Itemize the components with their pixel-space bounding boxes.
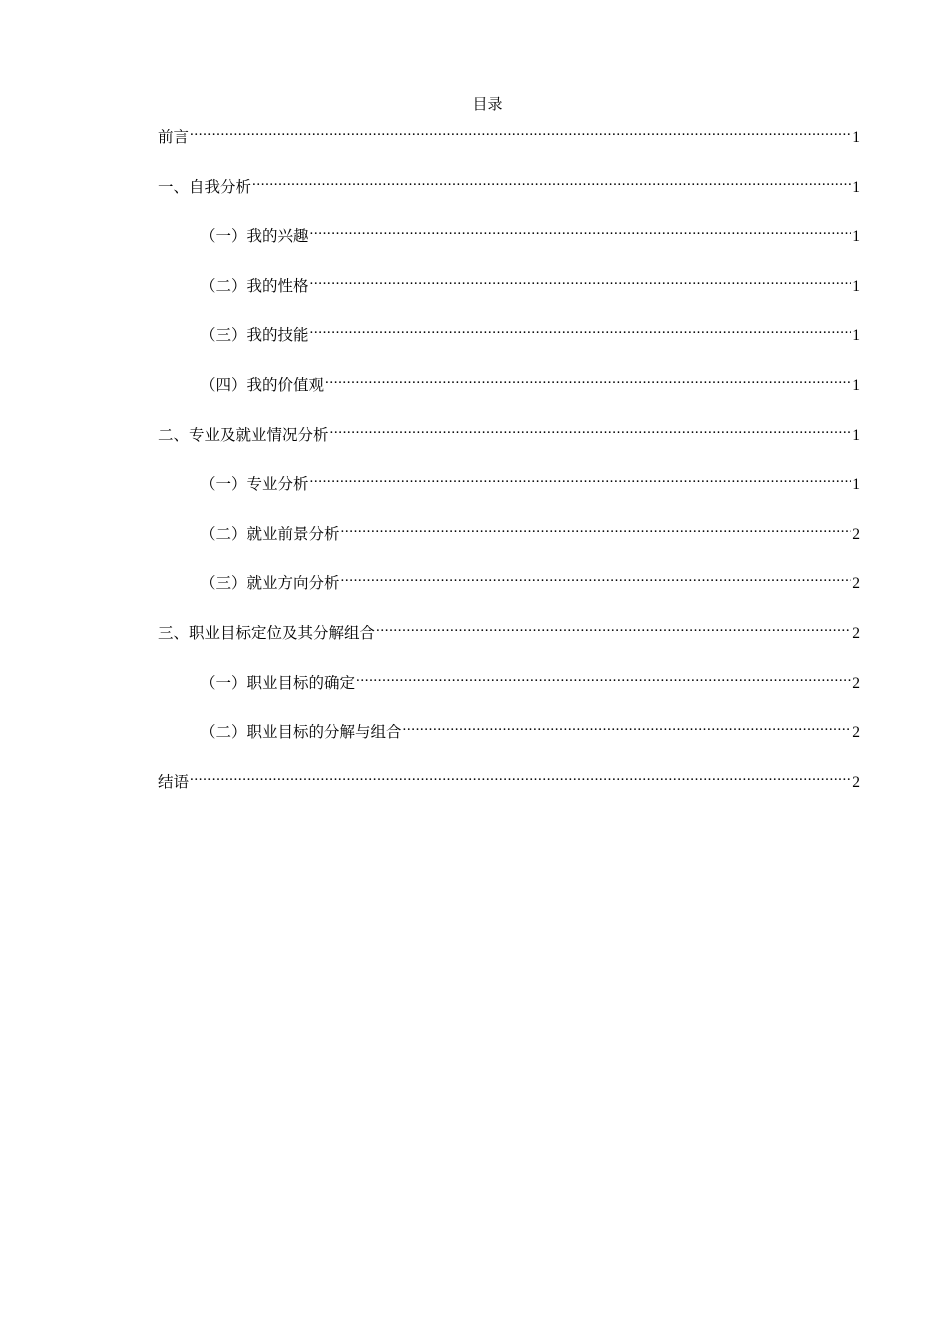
toc-entry[interactable] [158, 715, 860, 765]
toc-dot-leader [310, 318, 852, 340]
toc-dot-leader [190, 120, 851, 142]
toc-entry[interactable] [158, 368, 860, 418]
toc-entry-page: 2 [852, 575, 860, 593]
toc-dot-leader [252, 170, 851, 192]
toc-dot-leader [190, 765, 851, 787]
toc-entry-page: 2 [852, 674, 860, 692]
toc-entry-label: 三、职业目标定位及其分解组合 [158, 623, 376, 642]
toc-dot-leader [403, 715, 852, 737]
toc-entry-page: 1 [852, 129, 860, 146]
toc-dot-leader [330, 418, 852, 440]
toc-dot-leader [325, 368, 851, 390]
toc-entry-label: （三）我的技能 [200, 326, 309, 345]
toc-entry[interactable] [158, 219, 860, 269]
toc-entry-label: （一）专业分析 [200, 475, 309, 494]
toc-entry[interactable] [158, 170, 860, 220]
toc-entry[interactable] [158, 120, 860, 170]
table-of-contents [158, 120, 860, 814]
toc-entry-page: 2 [852, 724, 860, 742]
toc-entry-page: 1 [852, 476, 860, 494]
toc-title: 目录 [472, 95, 503, 113]
toc-entry-page: 1 [852, 327, 860, 345]
toc-entry-page: 2 [852, 773, 860, 791]
toc-entry[interactable] [158, 566, 860, 616]
toc-entry-page: 1 [852, 426, 860, 444]
toc-entry-page: 1 [852, 376, 860, 394]
toc-entry[interactable] [158, 318, 860, 368]
toc-dot-leader [341, 517, 852, 539]
toc-entry[interactable] [158, 418, 860, 468]
toc-dot-leader [310, 467, 852, 489]
toc-entry-label: （二）就业前景分析 [200, 524, 340, 543]
toc-entry[interactable] [158, 765, 860, 815]
toc-entry[interactable] [158, 666, 860, 716]
toc-entry-page: 2 [852, 624, 860, 642]
toc-entry[interactable] [158, 467, 860, 517]
toc-entry-label: 一、自我分析 [158, 177, 252, 196]
toc-entry-label: 结语 [158, 772, 190, 791]
toc-entry-page: 1 [852, 277, 860, 295]
toc-dot-leader [376, 616, 851, 638]
toc-entry-label: （四）我的价值观 [200, 375, 325, 394]
toc-entry-label: （三）就业方向分析 [200, 574, 340, 593]
toc-entry-label: （一）职业目标的确定 [200, 673, 356, 692]
toc-entry-label: 二、专业及就业情况分析 [158, 425, 329, 444]
toc-dot-leader [341, 566, 852, 588]
toc-entry[interactable] [158, 616, 860, 666]
toc-entry-label: 前言 [158, 128, 190, 146]
toc-entry[interactable] [158, 269, 860, 319]
toc-entry-page: 1 [852, 228, 860, 246]
toc-entry-page: 1 [852, 178, 860, 196]
toc-dot-leader [310, 269, 852, 291]
toc-entry-label: （一）我的兴趣 [200, 227, 309, 246]
toc-dot-leader [356, 666, 851, 688]
toc-entry-label: （二）我的性格 [200, 276, 309, 295]
toc-entry[interactable] [158, 517, 860, 567]
toc-dot-leader [310, 219, 852, 241]
toc-entry-page: 2 [852, 525, 860, 543]
toc-entry-label: （二）职业目标的分解与组合 [200, 723, 402, 742]
